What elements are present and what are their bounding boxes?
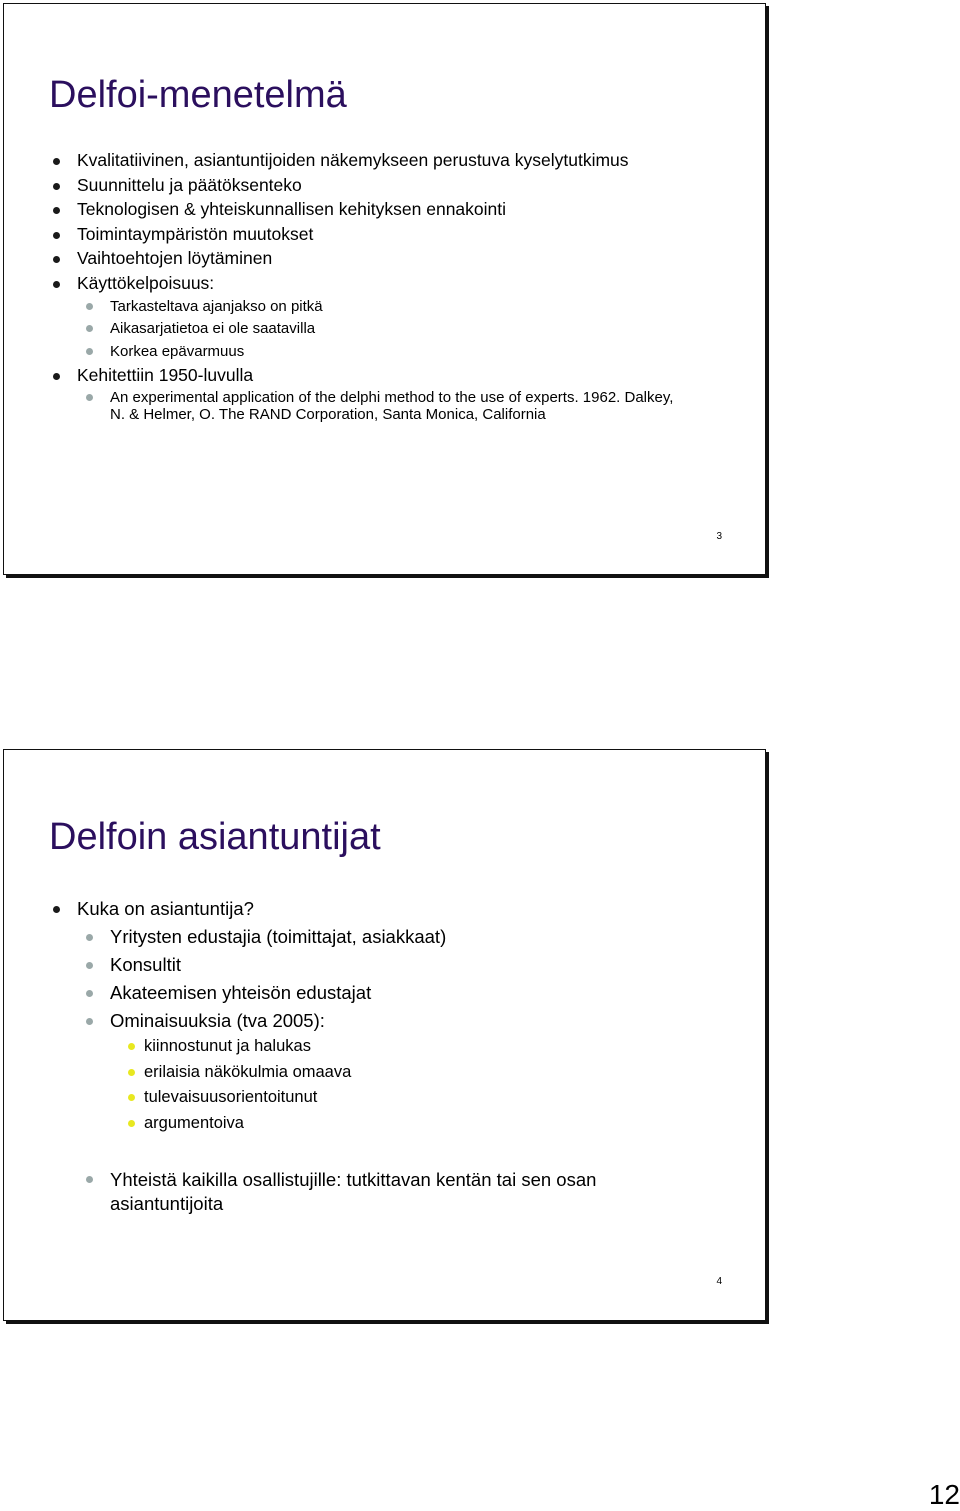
list-item-text: Kehitettiin 1950-luvulla — [77, 365, 254, 385]
bullet-icon — [128, 1043, 135, 1050]
list-item-text: Kvalitatiivinen, asiantuntijoiden näkemykseen perustuva kyselytutkimus — [77, 150, 629, 170]
bullet-icon — [86, 325, 93, 332]
list-item — [50, 320, 750, 343]
bullet-icon — [86, 348, 93, 355]
list-item — [50, 898, 750, 926]
list-item — [50, 298, 750, 321]
bullet-icon — [53, 256, 60, 263]
list-item-text: Toimintaympäristön muutokset — [77, 223, 314, 244]
list-item-text: argumentoiva — [144, 1113, 244, 1132]
list-item — [50, 1063, 750, 1089]
list-item — [50, 175, 750, 200]
bullet-icon — [53, 158, 60, 165]
bullet-icon — [53, 373, 60, 380]
bullet-icon — [53, 207, 60, 214]
list-item — [50, 150, 750, 175]
list-item-text: Yhteistä kaikilla osallistujille: tutkittavan kentän tai sen osan asiantuntijoita — [110, 1168, 597, 1214]
list-item-text: Yritysten edustajia (toimittajat, asiakkaat) — [110, 926, 447, 947]
bullet-icon — [128, 1120, 135, 1127]
list-item — [50, 199, 750, 224]
list-item — [50, 1010, 750, 1037]
bullet-icon — [128, 1094, 135, 1101]
list-item-text: tulevaisuusorientoitunut — [144, 1088, 318, 1106]
list-item-text: Akateemisen yhteisön edustajat — [110, 982, 372, 1003]
list-item — [50, 926, 750, 954]
slide-title: Delfoi-menetelmä — [49, 74, 347, 116]
bullet-icon — [86, 1018, 93, 1025]
list-item — [50, 1088, 750, 1114]
bullet-icon — [53, 281, 60, 288]
list-item — [50, 1168, 750, 1216]
list-item-text: Käyttökelpoisuus: — [77, 272, 215, 293]
list-item — [50, 248, 750, 273]
bullet-list — [50, 150, 750, 423]
list-item — [50, 273, 750, 298]
list-item-text: kiinnostunut ja halukas — [144, 1037, 311, 1055]
list-item — [50, 343, 750, 366]
bullet-icon — [53, 183, 60, 190]
list-item-text: Korkea epävarmuus — [110, 342, 245, 360]
bullet-icon — [86, 1176, 93, 1183]
bullet-icon — [53, 906, 60, 913]
list-item-text: erilaisia näkökulmia omaava — [144, 1062, 352, 1081]
bullet-icon — [86, 303, 93, 310]
list-item — [50, 1114, 750, 1168]
slide-3 — [3, 3, 766, 575]
bullet-icon — [86, 962, 93, 969]
list-item — [50, 224, 750, 249]
bullet-icon — [86, 394, 93, 401]
document-page-number: 12 — [928, 1479, 960, 1510]
slide-title: Delfoin asiantuntijat — [49, 816, 381, 858]
list-item — [50, 389, 750, 423]
list-item-text: Teknologisen & yhteiskunnallisen kehityksen ennakointi — [77, 199, 507, 219]
slide-page-number: 3 — [716, 531, 722, 542]
list-item-text: Vaihtoehtojen löytäminen — [77, 248, 273, 268]
list-item-text: Kuka on asiantuntija? — [77, 898, 254, 919]
list-item — [50, 954, 750, 982]
bullet-icon — [86, 934, 93, 941]
list-item — [50, 1037, 750, 1063]
bullet-list — [50, 898, 750, 1216]
list-item — [50, 982, 750, 1010]
bullet-icon — [86, 990, 93, 997]
list-item-text: Aikasarjatietoa ei ole saatavilla — [110, 320, 316, 337]
bullet-icon — [53, 232, 60, 239]
list-item — [50, 365, 750, 389]
slide-page-number: 4 — [716, 1276, 722, 1287]
bullet-icon — [128, 1069, 135, 1076]
list-item-text: Konsultit — [110, 954, 181, 975]
list-item-text: Tarkasteltava ajanjakso on pitkä — [110, 297, 323, 315]
slide-4 — [3, 749, 766, 1321]
list-item-text: Suunnittelu ja päätöksenteko — [77, 174, 302, 195]
list-item-text: An experimental application of the delphi method to the use of experts. 1962. Dalkey, N. & Helmer, O. The RAND Corporation, Santa Monica, California — [110, 389, 674, 423]
list-item-text: Ominaisuuksia (tva 2005): — [110, 1010, 325, 1031]
